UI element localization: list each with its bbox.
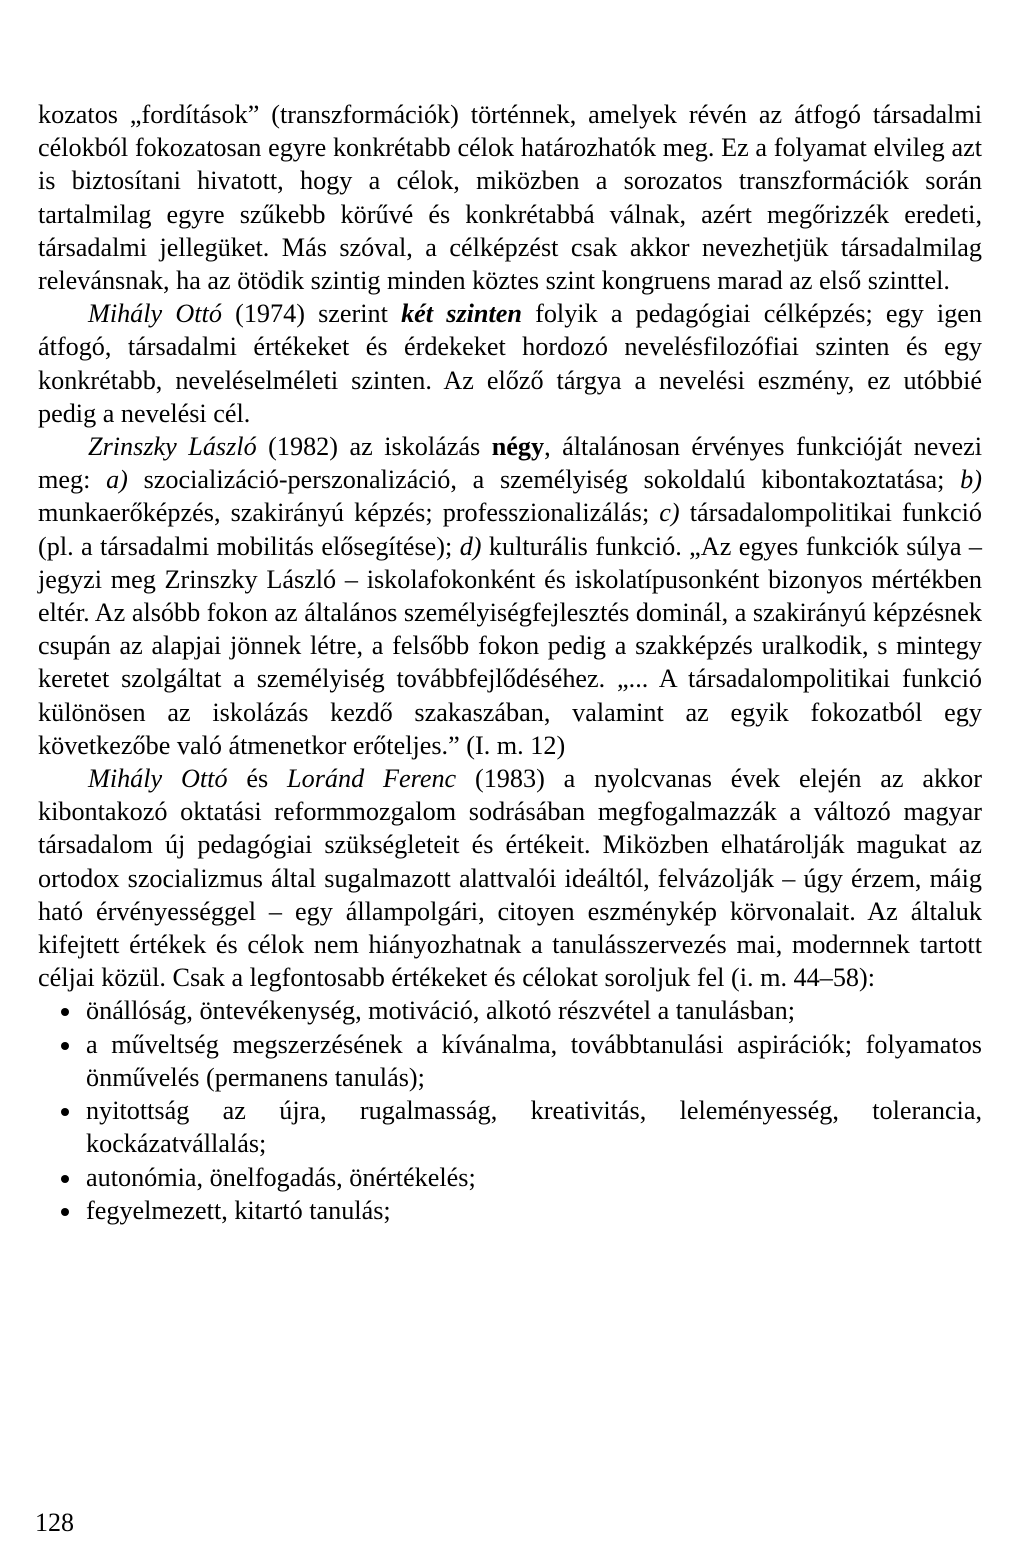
author-name: Loránd Ferenc [287,764,457,794]
author-name: Zrinszky László [88,432,257,462]
text-run: és [227,764,288,794]
list-item: fegyelmezett, kitartó tanulás; [38,1194,982,1227]
value-list [38,994,982,1226]
text-run: (1982) az iskolázás [256,432,492,462]
list-label: d) [459,531,482,561]
text-run: folyik a pedagógiai célképzés; egy igen átfogó, társadalmi értékeket és érdekeket hordozó nevelésfilozófiai szinten és egy konkrétabb, neveléselméleti szinten. Az előző tárgya a nevelési eszmény, ez utóbbié pedig a nevelési cél. [38,299,983,428]
paragraph-2 [38,297,982,430]
author-name: Mihály Ottó [88,299,222,329]
list-item: önállóság, öntevékenység, motiváció, alkotó részvétel a tanulásban; [38,994,982,1027]
text-run: , általánosan érvényes funkcióját nevezi meg: [38,432,982,495]
list-label: b) [960,465,982,495]
list-item: nyitottság az újra, rugalmasság, kreativitás, leleményesség, tolerancia, kockázatvállalás; [38,1094,982,1160]
emphasis: két szinten [401,299,522,329]
author-name: Mihály Ottó [88,764,228,794]
emphasis: négy [491,432,545,462]
text-run: szocializáció-perszonalizáció, a személyiség sokoldalú kibontakoztatása; [127,465,961,495]
text-run: (1974) szerint [221,299,402,329]
body-text [38,98,982,1227]
text-run: munkaerőképzés, szakirányú képzés; professzionalizálás; [38,498,660,528]
text-run: társadalompolitikai funkció (pl. a társadalmi mobilitás elősegítése); [38,498,982,561]
list-label: c) [659,498,680,528]
text-run: (1983) a nyolcvanas évek elején az akkor kibontakozó oktatási reformmozgalom sodrásában megfogalmazzák a változó magyar társadalom új pedagógiai szükségleteit és értékeit. Miközben elhatárolják magukat az ortodox szocializmus által sugalmazott alattvalói ideáltól, felvázolják – úgy érzem, máig ható érvényességgel – egy állampolgári, citoyen eszménykép körvonalait. Az általuk kifejtett értékek és célok nem hiányozhatnak a tanulásszervezés mai, modernnek tartott céljai közül. Csak a legfontosabb értékeket és célokat soroljuk fel (i. m. 44–58): [38,764,982,993]
list-label: a) [106,465,128,495]
list-item: autonómia, önelfogadás, önértékelés; [38,1161,982,1194]
paragraph-4 [38,762,982,994]
paragraph-3 [38,430,982,762]
list-item: a műveltség megszerzésének a kívánalma, továbbtanulási aspirációk; folyamatos önművelés (permanens tanulás); [38,1028,982,1094]
page-number: 128 [35,1508,74,1537]
text-run: kulturális funkció. „Az egyes funkciók súlya – jegyzi meg Zrinszky László – iskolafokonként és iskolatípusonként bizonyos mértékben eltér. Az alsóbb fokon az általános személyiségfejlesztés dominál, a szakirányú képzésnek csupán az alapjai jönnek létre, a felsőbb fokon pedig a szakképzés uralkodik, s mintegy keretet szolgáltat a személyiség továbbfejlődéséhez. „... A társadalompolitikai funkció különösen az iskolázás kezdő szakaszában, valamint az egyik fokozatból egy következőbe való átmenetkor erőteljes.” (I. m. 12) [38,531,982,760]
paragraph-1: kozatos „fordítások” (transzformációk) történnek, amelyek révén az átfogó társadalmi célokból fokozatosan egyre konkrétabb célok határozhatók meg. Ez a folyamat elvileg azt is biztosítani hivatott, hogy a célok, miközben a sorozatos transzformációk során tartalmilag egyre szűkebb körűvé és konkrétabbá válnak, azért megőrizzék eredeti, társadalmi jellegüket. Más szóval, a célképzést csak akkor nevezhetjük társadalmilag relevánsnak, ha az ötödik szintig minden köztes szint kongruens marad az első szinttel. [38,100,982,296]
